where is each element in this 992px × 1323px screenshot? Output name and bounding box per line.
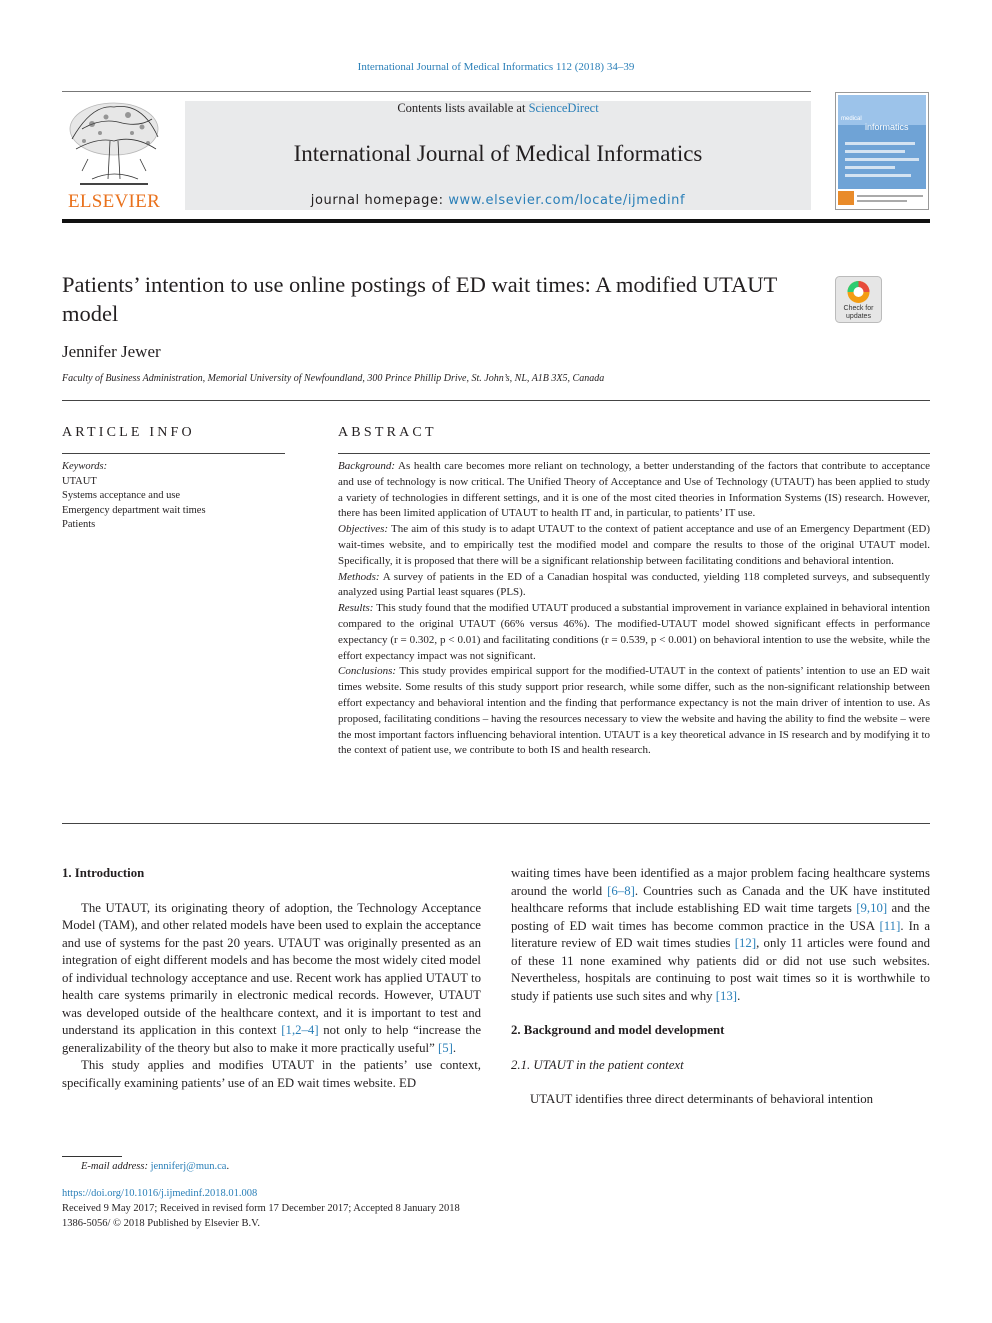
journal-homepage <box>185 193 811 208</box>
abstract-text: The aim of this study is to adapt UTAUT to the context of patient acceptance and use of an Emergency Department (ED) wait-times website, and to empirically test the modified model and compare the results to those of the original UTAUT model. Specifically, it is proposed that there will be a significant relationship between facilitating conditions and behavioral intention. <box>338 523 930 567</box>
author-affiliation: Faculty of Business Administration, Memorial University of Newfoundland, 300 Prince Phillip Drive, St. John’s, NL, A1B 3X5, Canada <box>62 373 605 384</box>
cover-subtitle: medical <box>841 116 862 122</box>
abstract-label: Results: <box>338 602 374 615</box>
intro-paragraph-1: The UTAUT, its originating theory of adoption, the Technology Acceptance Model (TAM), and other related models have been used to explain the acceptance and use of systems for the past 20 years. UTAUT was originally presented as an integration of eight different models and has become the most widely cited model of individual technology acceptance and use. Recent work has applied UTAUT to health care systems primarily in electronic medical records. However, UTAUT was developed outside of the healthcare context, and it is important to test and understand its application in this context [1,2–4] not only to help “increase the generalizability of the theory but also to make it more practically useful” [5]. <box>62 900 481 1055</box>
keywords-block <box>62 460 206 533</box>
abstract-label: Conclusions: <box>338 665 397 678</box>
abstract-text: This study found that the modified UTAUT produced a substantial improvement in variance explained in behavioral intention compared to the original UTAUT (66% versus 46%). The modified-UTAUT model showed significant effects in performance expectancy (r = 0.302, p < 0.01) and facilitating conditions (r = 0.539, p < 0.001) on behavioral intention to use the website, while the effort expectancy impact was not significant. <box>338 602 930 662</box>
abstract-objectives <box>338 522 930 569</box>
sciencedirect-link[interactable]: ScienceDirect <box>528 101 599 115</box>
journal-cover-art <box>835 92 929 210</box>
abstract-text: This study provides empirical support for the modified-UTAUT in the context of patients’ intention to use an ED wait times website. Some results of this study support prior research, while some differ, such as the non-significant relationship between effort expectancy and behavioral intention and the finding that performance expectancy is not the main driver of intention to use. As proposed, facilitating conditions – having the resources necessary to view the website and having the ability to find the website – were the most important factors influencing behavioral intention. UTAUT is a key theoretical advance in IS research and by modifying it to the context of patient use, we contribute to both IS and health research. <box>338 665 931 757</box>
article-dates: Received 9 May 2017; Received in revised form 17 December 2017; Accepted 8 January 2018 <box>62 1203 460 1214</box>
divider-bottom <box>62 823 930 824</box>
header-thick-rule <box>62 219 930 223</box>
keyword: Patients <box>62 519 96 530</box>
abstract-text: As health care becomes more reliant on technology, a better understanding of the factors that contribute to acceptance and use of technology is now critical. The Unified Theory of Acceptance and Use of Technology (UTAUT) has been applied to study a variety of technologies in different settings, and it is one of the most cited theories in Information Systems (IS) research. However, there has been limited application of UTAUT to health IT and, in particular, to patients’ IT use. <box>338 460 930 520</box>
citation-link[interactable]: [5] <box>437 1040 453 1055</box>
abstract-label: Background: <box>338 460 396 472</box>
background-paragraph-1: UTAUT identifies three direct determinants of behavioral intention <box>530 1092 874 1106</box>
contents-prefix: Contents lists available at <box>397 101 529 115</box>
journal-citation[interactable]: International Journal of Medical Informatics 112 (2018) 34–39 <box>357 61 635 73</box>
email-link[interactable]: jenniferj@mun.ca <box>150 1161 227 1172</box>
abstract-methods <box>338 570 930 602</box>
abstract-rule <box>338 453 930 454</box>
keyword: UTAUT <box>62 475 97 487</box>
copyright: 1386-5056/ © 2018 Published by Elsevier B.V. <box>62 1218 260 1229</box>
intro-paragraph-2: This study applies and modifies UTAUT in the patients’ use context, specifically examining patients’ use of an ED wait times website. ED <box>62 1058 481 1090</box>
homepage-link[interactable]: www.elsevier.com/locate/ijmedinf <box>448 193 686 208</box>
homepage-prefix: journal homepage: <box>310 193 449 208</box>
section-heading-background: 2. Background and model development <box>511 1023 725 1037</box>
intro-paragraph-3: waiting times have been identified as a major problem facing healthcare systems around the world [6–8]. Countries such as Canada and the UK have instituted healthcare reforms that include establishing ED wait time targets [9,10] and the posting of ED wait times has become common practice in the USA [11]. In a literature review of ED wait times studies [12], only 11 articles were found and of these 11 none examined why patients did or did not use such websites. Nevertheless, hospitals are continuing to post wait times so it is worthwhile to study if patients use such sites and why [13]. <box>511 866 931 1003</box>
body-column-right <box>511 865 930 1109</box>
citation-link[interactable]: [6–8] <box>607 883 635 898</box>
citation-link[interactable]: [13] <box>715 988 738 1003</box>
doi-text[interactable]: https://doi.org/10.1016/j.ijmedinf.2018.01.008 <box>62 1188 258 1199</box>
abstract-conclusions <box>338 664 930 759</box>
article-title: Patients’ intention to use online postings of ED wait times: A modified UTAUT model <box>62 272 777 326</box>
citation-link[interactable]: [11] <box>879 918 901 933</box>
check-for-updates-badge[interactable] <box>835 276 882 323</box>
email-footnote: E-mail address: jenniferj@mun.ca. <box>81 1161 230 1172</box>
abstract-label: Methods: <box>338 570 380 583</box>
abstract-body <box>338 459 930 759</box>
badge-line-1: Check for <box>843 305 874 312</box>
footnote-rule <box>62 1156 122 1157</box>
citation-link[interactable]: [12] <box>734 936 757 950</box>
doi-link[interactable] <box>62 1187 257 1202</box>
abstract-text: A survey of patients in the ED of a Canadian hospital was conducted, yielding 118 completed surveys, and subsequently analyzed using Partial least squares (PLS). <box>338 570 930 599</box>
publisher-wordmark: ELSEVIER <box>67 191 161 212</box>
contents-line <box>185 101 811 116</box>
abstract-results <box>338 601 930 664</box>
article-info-heading: ARTICLE INFO <box>62 425 195 440</box>
author-name: Jennifer Jewer <box>62 342 161 361</box>
abstract-label: Objectives: <box>338 523 389 536</box>
cover-title: informatics <box>865 122 909 132</box>
citation-link[interactable]: [9,10] <box>856 901 888 915</box>
abstract-heading: ABSTRACT <box>338 425 437 440</box>
article-info-rule <box>62 453 285 454</box>
citation-link[interactable]: [1,2–4] <box>281 1023 319 1037</box>
email-label: E-mail address: <box>81 1161 148 1172</box>
header-rule <box>62 91 811 92</box>
keyword: Systems acceptance and use <box>62 490 181 501</box>
journal-title: International Journal of Medical Informatics <box>293 141 703 166</box>
divider-top <box>62 400 930 401</box>
journal-cover[interactable] <box>835 92 929 210</box>
abstract-background <box>338 459 930 522</box>
section-heading-introduction: 1. Introduction <box>62 866 145 880</box>
subsection-heading: 2.1. UTAUT in the patient context <box>511 1057 684 1072</box>
keyword: Emergency department wait times <box>62 504 206 516</box>
body-column-left <box>62 865 481 1092</box>
badge-line-2: updates <box>846 312 871 320</box>
keywords-label: Keywords: <box>62 461 108 472</box>
